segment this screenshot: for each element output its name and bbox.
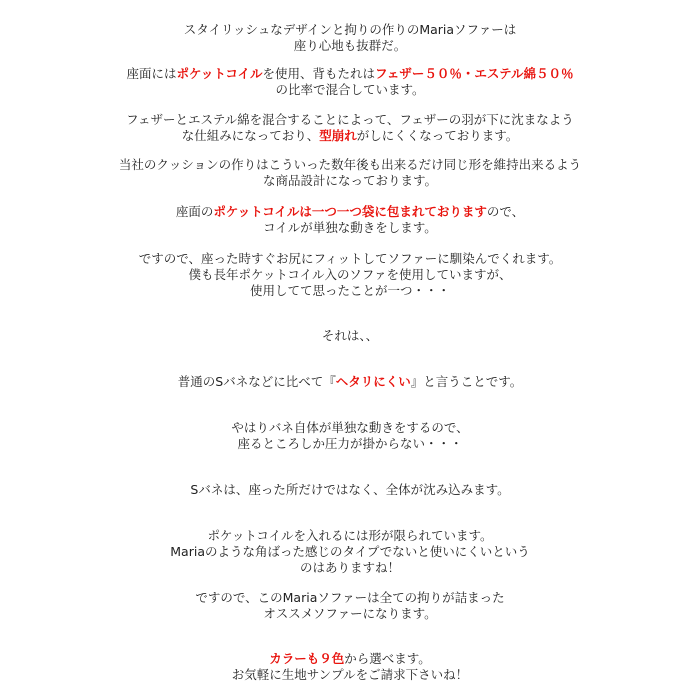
text-line bbox=[0, 82, 700, 98]
text-segment: 座るところしか圧力が掛からない・・・ bbox=[237, 436, 463, 451]
text-segment: Mariaのような角ばった感じのタイプでないと使いにくいという bbox=[170, 544, 530, 559]
text-segment: 』と言うことです。 bbox=[410, 374, 523, 389]
text-segment: な仕組みになっており、 bbox=[181, 128, 320, 143]
text-line bbox=[0, 128, 700, 144]
text-line bbox=[0, 22, 700, 38]
text-line bbox=[0, 482, 700, 498]
text-segment: オススメソファーになります。 bbox=[263, 606, 437, 621]
text-line bbox=[0, 173, 700, 189]
text-line bbox=[0, 204, 700, 220]
text-line bbox=[0, 606, 700, 622]
text-segment: それは、、 bbox=[321, 328, 379, 343]
text-line bbox=[0, 667, 700, 683]
text-segment: ですので、このMariaソファーは全ての拘りが詰まった bbox=[195, 590, 505, 605]
text-line bbox=[0, 528, 700, 544]
text-segment: がしにくくなっております。 bbox=[356, 128, 519, 143]
highlight-text: ポケットコイルは一つ一つ袋に包まれております bbox=[213, 204, 487, 219]
text-line bbox=[0, 436, 700, 452]
text-line bbox=[0, 544, 700, 560]
text-segment: ポケットコイルを入れるには形が限られています。 bbox=[207, 528, 493, 543]
text-segment: Sバネは、座った所だけではなく、全体が沈み込みます。 bbox=[190, 482, 510, 497]
text-line bbox=[0, 283, 700, 299]
text-segment: 座り心地も抜群だ。 bbox=[293, 38, 407, 53]
text-segment: フェザーとエステル綿を混合することによって、フェザーの羽が下に沈まなよう bbox=[126, 112, 574, 127]
text-line bbox=[0, 220, 700, 236]
text-segment: 普通のSバネなどに比べて『 bbox=[177, 374, 336, 389]
text-line bbox=[0, 374, 700, 390]
text-segment: の比率で混合しています。 bbox=[275, 82, 425, 97]
text-segment: な商品設計になっております。 bbox=[262, 173, 437, 188]
text-segment: 当社のクッションの作りはこういった数年後も出来るだけ同じ形を維持出来るよう bbox=[118, 157, 582, 172]
text-segment: 座面の bbox=[175, 204, 214, 219]
text-segment: から選べます。 bbox=[344, 651, 431, 666]
highlight-text: ヘタリにくい bbox=[335, 374, 411, 389]
highlight-text: フェザー５０％・エステル綿５０％ bbox=[375, 66, 574, 81]
text-line bbox=[0, 420, 700, 436]
text-line bbox=[0, 38, 700, 54]
highlight-text: ポケットコイル bbox=[176, 66, 263, 81]
text-line bbox=[0, 560, 700, 576]
text-segment: のはありますね！ bbox=[299, 560, 400, 575]
text-segment: 使用してて思ったことが一つ・・・ bbox=[249, 283, 450, 298]
highlight-text: 型崩れ bbox=[319, 128, 357, 143]
text-segment: スタイリッシュなデザインと拘りの作りのMariaソファーは bbox=[183, 22, 517, 37]
text-segment: コイルが単独な動きをします。 bbox=[263, 220, 437, 235]
text-line bbox=[0, 157, 700, 173]
text-segment: 座面には bbox=[126, 66, 177, 81]
text-segment: 僕も長年ポケットコイル入のソファを使用していますが、 bbox=[188, 267, 512, 282]
text-segment: を使用、背もたれは bbox=[262, 66, 376, 81]
text-line bbox=[0, 66, 700, 82]
text-line bbox=[0, 590, 700, 606]
text-line bbox=[0, 251, 700, 267]
text-line bbox=[0, 651, 700, 667]
text-segment: ですので、座った時すぐお尻にフィットしてソファーに馴染んでくれます。 bbox=[138, 251, 562, 266]
text-segment: お気軽に生地サンプルをご請求下さいね！ bbox=[231, 667, 469, 682]
text-line bbox=[0, 328, 700, 344]
text-segment: やはりバネ自体が単独な動きをするので、 bbox=[231, 420, 469, 435]
text-line bbox=[0, 112, 700, 128]
highlight-text: カラーも９色 bbox=[269, 651, 345, 666]
text-segment: ので、 bbox=[486, 204, 525, 219]
text-line bbox=[0, 267, 700, 283]
